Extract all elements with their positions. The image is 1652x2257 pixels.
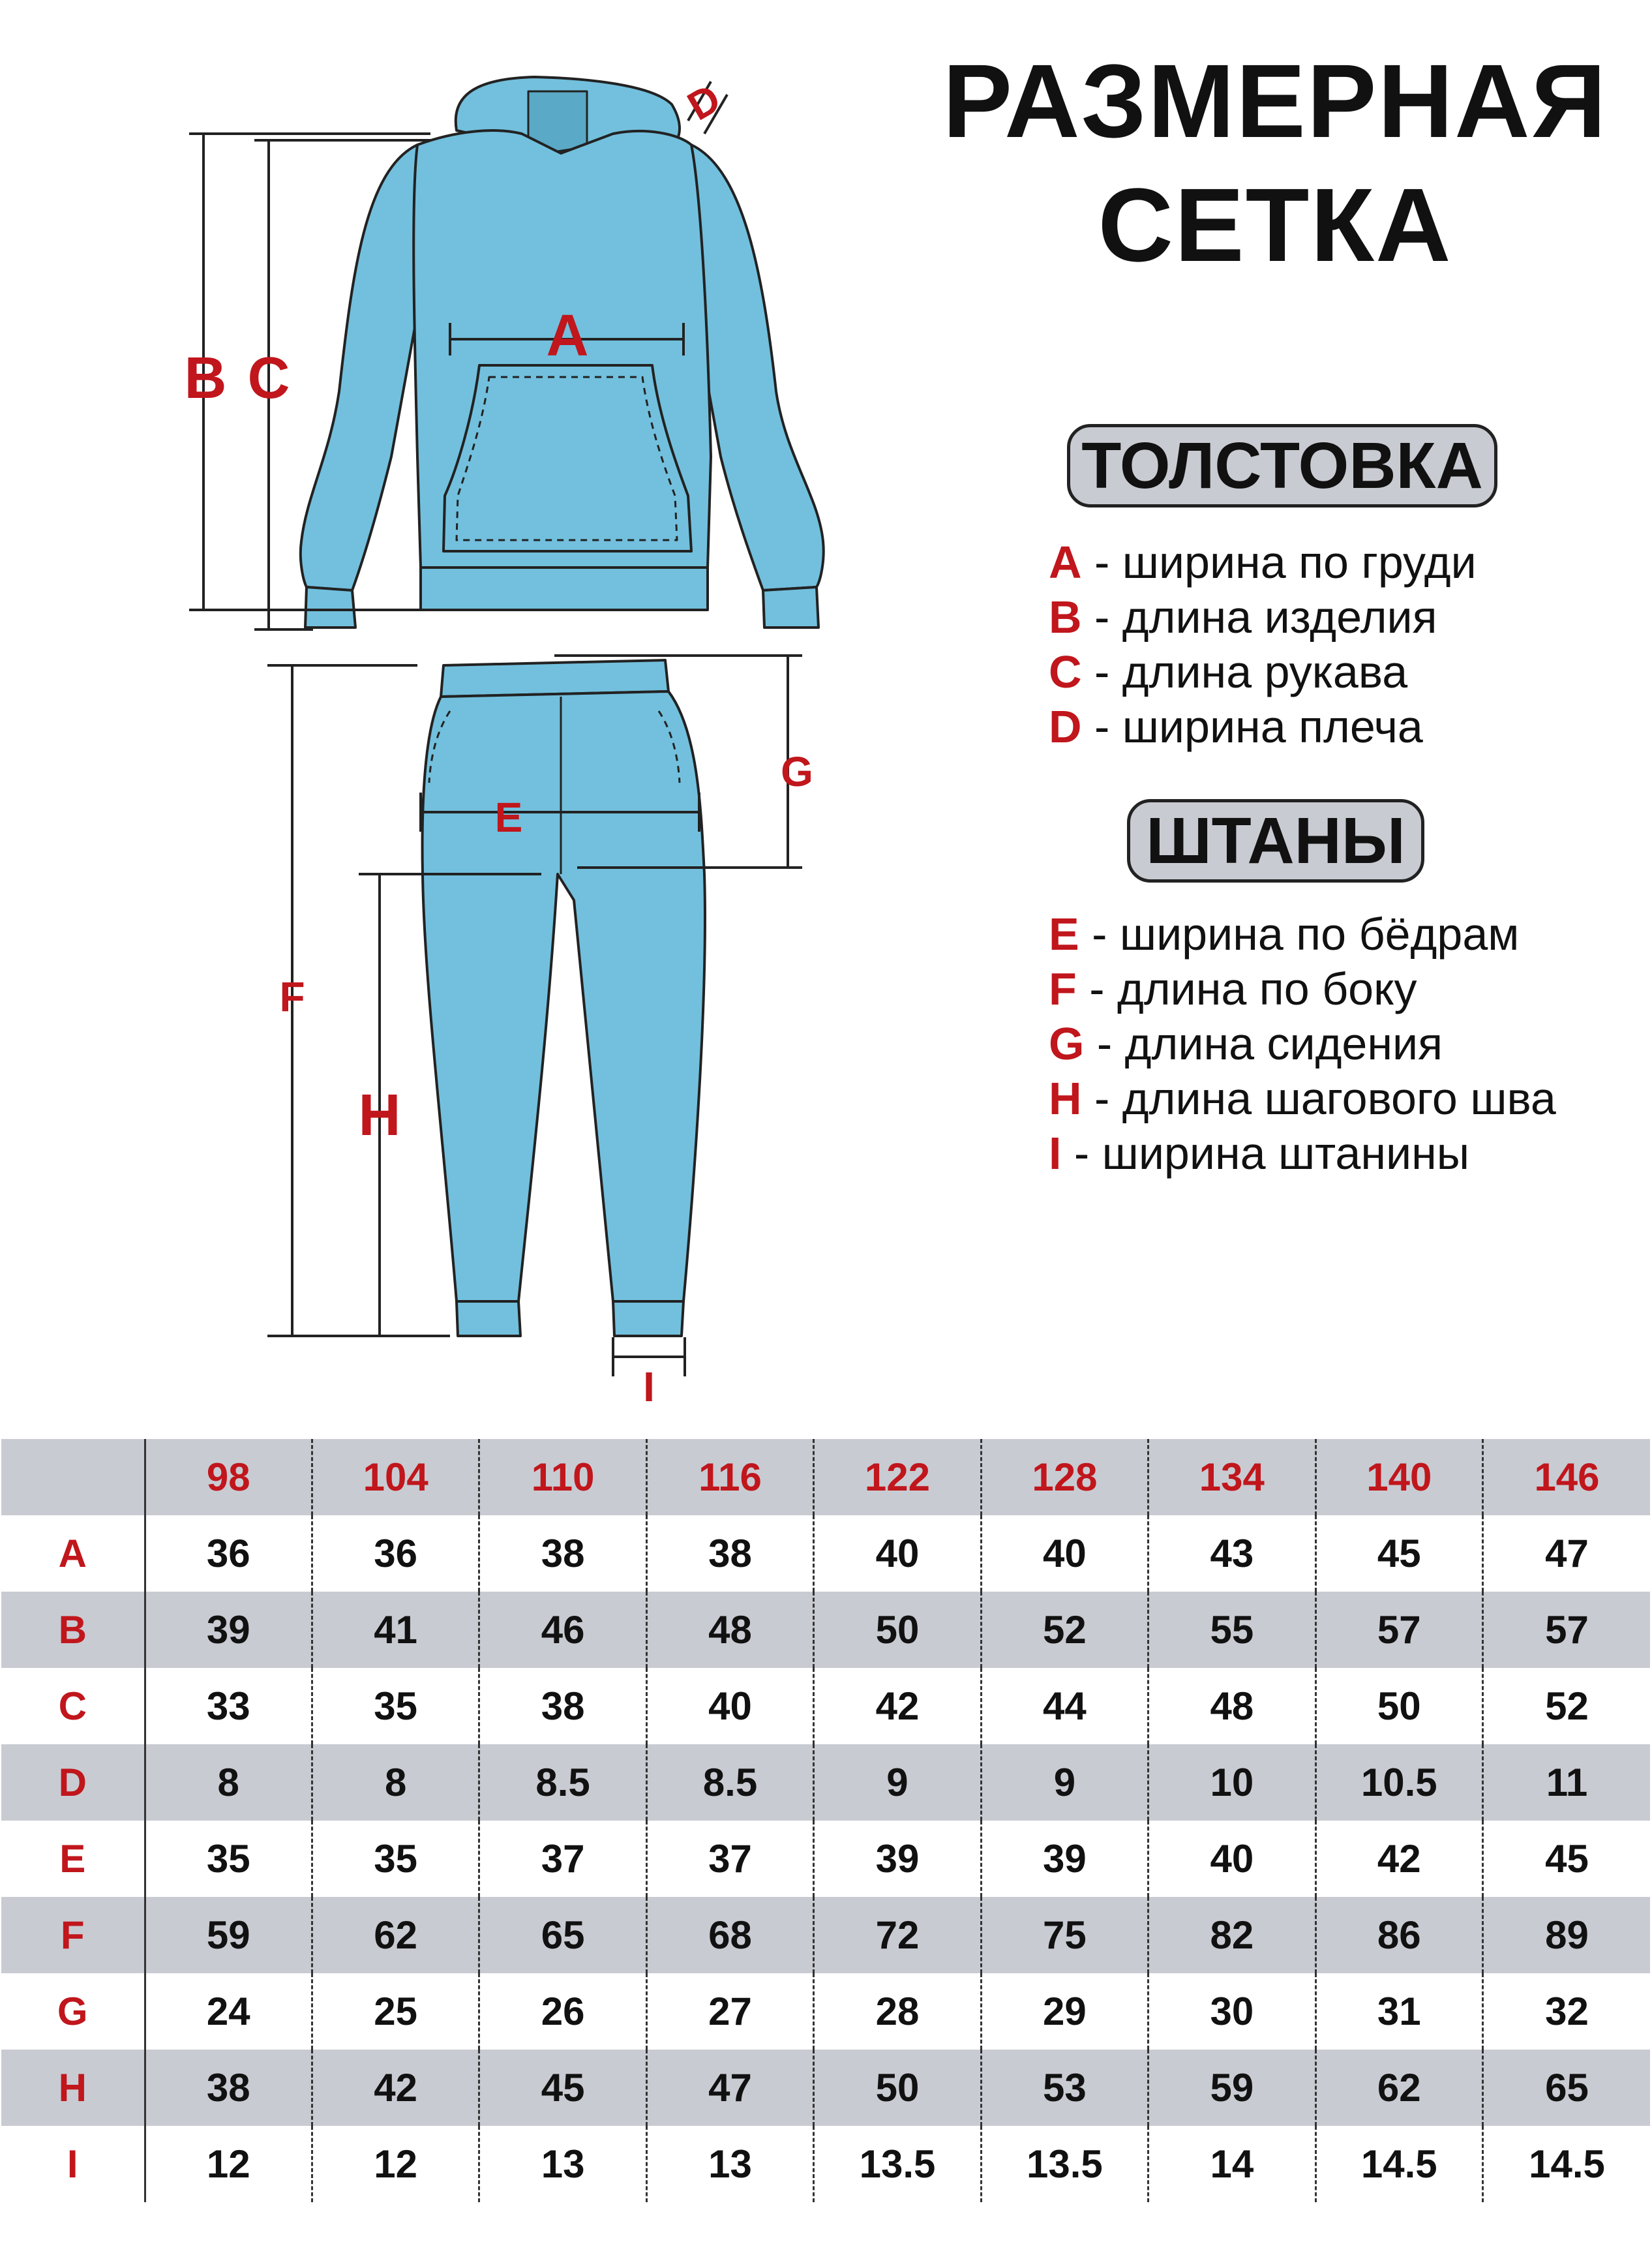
title-line-2: СЕТКА (1098, 166, 1452, 283)
hoodie-heading: ТОЛСТОВКА (1067, 424, 1497, 507)
table-cell: 45 (1315, 1515, 1482, 1592)
table-cell: 62 (1315, 2050, 1482, 2126)
dim-label-b: B (184, 346, 227, 411)
table-cell: 45 (1483, 1821, 1651, 1897)
garment-diagram (0, 0, 900, 1422)
table-cell: 35 (312, 1821, 479, 1897)
table-cell: 43 (1149, 1515, 1315, 1592)
table-cell: 82 (1149, 1897, 1315, 1973)
legend-letter: C (1049, 646, 1082, 697)
table-row (1, 1668, 1650, 1744)
table-cell: 14 (1149, 2126, 1315, 2202)
legend-item-e (1049, 907, 1556, 962)
table-cell: 39 (145, 1592, 312, 1668)
legend-letter: B (1049, 592, 1082, 643)
dim-label-f: F (279, 973, 305, 1020)
size-header-row (1, 1439, 1650, 1515)
table-cell: 48 (646, 1592, 813, 1668)
row-label: A (58, 1532, 87, 1575)
table-cell: 50 (814, 1592, 981, 1668)
table-cell: 28 (814, 1973, 981, 2050)
legend-item-h (1049, 1071, 1556, 1126)
table-cell: 47 (646, 2050, 813, 2126)
row-label: I (67, 2142, 78, 2186)
legend-letter: G (1049, 1018, 1085, 1069)
table-cell: 8.5 (479, 1744, 646, 1821)
dim-label-i: I (643, 1363, 655, 1410)
legend-letter: E (1049, 909, 1079, 960)
table-cell: 38 (479, 1668, 646, 1744)
size-header: 98 (145, 1439, 312, 1515)
table-cell: 86 (1315, 1897, 1482, 1973)
legend-item-a (1049, 535, 1477, 590)
dim-label-a: A (546, 303, 589, 369)
table-cell: 24 (145, 1973, 312, 2050)
legend-text: - длина рукава (1081, 646, 1408, 697)
table-cell: 42 (814, 1668, 981, 1744)
table-cell: 9 (814, 1744, 981, 1821)
table-cell: 47 (1483, 1515, 1651, 1592)
size-header: 104 (312, 1439, 479, 1515)
table-cell: 38 (479, 1515, 646, 1592)
table-cell: 65 (1483, 2050, 1651, 2126)
table-cell: 36 (312, 1515, 479, 1592)
table-row (1, 2126, 1650, 2202)
table-row (1, 1592, 1650, 1668)
size-table (1, 1439, 1650, 2202)
table-cell: 37 (479, 1821, 646, 1897)
table-cell: 32 (1483, 1973, 1651, 2050)
legend-letter: H (1049, 1073, 1082, 1124)
table-cell: 53 (981, 2050, 1148, 2126)
legend-text: - длина по боку (1076, 963, 1417, 1014)
table-cell: 10.5 (1315, 1744, 1482, 1821)
table-cell: 89 (1483, 1897, 1651, 1973)
table-cell: 27 (646, 1973, 813, 2050)
table-cell: 48 (1149, 1668, 1315, 1744)
table-cell: 8 (145, 1744, 312, 1821)
kangaroo-pocket (443, 365, 691, 551)
table-cell: 42 (1315, 1821, 1482, 1897)
page-title (900, 39, 1650, 287)
dim-label-h: H (358, 1083, 401, 1148)
table-cell: 41 (312, 1592, 479, 1668)
pants-heading: ШТАНЫ (1127, 799, 1424, 883)
table-row (1, 2050, 1650, 2126)
left-sleeve (301, 145, 417, 590)
size-header: 116 (646, 1439, 813, 1515)
table-cell: 46 (479, 1592, 646, 1668)
table-cell: 52 (981, 1592, 1148, 1668)
table-cell: 65 (479, 1897, 646, 1973)
legend-text: - ширина плеча (1081, 701, 1423, 752)
size-header: 110 (479, 1439, 646, 1515)
legend-text: - длина сидения (1084, 1018, 1443, 1069)
row-label: D (1, 1744, 145, 1821)
legend-item-d (1049, 699, 1477, 754)
dim-label-d: D (680, 76, 728, 130)
hoodie-legend (1049, 535, 1477, 754)
table-cell: 9 (981, 1744, 1148, 1821)
table-cell: 13 (479, 2126, 646, 2202)
legend-item-b (1049, 590, 1477, 644)
legend-letter: A (1049, 537, 1082, 588)
row-label: C (58, 1684, 87, 1728)
table-row (1, 1515, 1650, 1592)
table-cell: 35 (145, 1821, 312, 1897)
size-header: 146 (1483, 1439, 1651, 1515)
size-header: 122 (814, 1439, 981, 1515)
table-cell: 31 (1315, 1973, 1482, 2050)
table-cell: 35 (312, 1668, 479, 1744)
table-cell: 50 (814, 2050, 981, 2126)
table-cell: 10 (1149, 1744, 1315, 1821)
table-cell: 36 (145, 1515, 312, 1592)
size-header: 128 (981, 1439, 1148, 1515)
table-cell: 25 (312, 1973, 479, 2050)
legend-letter: D (1049, 701, 1082, 752)
table-cell: 72 (814, 1897, 981, 1973)
row-label: E (59, 1837, 86, 1881)
table-cell: 11 (1483, 1744, 1651, 1821)
table-cell: 8 (312, 1744, 479, 1821)
size-header: 140 (1315, 1439, 1482, 1515)
table-cell: 26 (479, 1973, 646, 2050)
legend-letter: F (1049, 963, 1077, 1014)
legend-item-g (1049, 1016, 1556, 1071)
table-cell: 75 (981, 1897, 1148, 1973)
row-label: B (1, 1592, 145, 1668)
table-cell: 40 (646, 1668, 813, 1744)
table-row (1, 1744, 1650, 1821)
legend-letter: I (1049, 1128, 1062, 1179)
legend-item-f (1049, 962, 1556, 1016)
dim-label-c: C (247, 346, 290, 411)
table-cell: 30 (1149, 1973, 1315, 2050)
table-cell: 68 (646, 1897, 813, 1973)
table-cell: 50 (1315, 1668, 1482, 1744)
table-row (1, 1897, 1650, 1973)
table-row (1, 1821, 1650, 1897)
table-cell: 37 (646, 1821, 813, 1897)
legend-item-i (1049, 1126, 1556, 1181)
table-cell: 57 (1483, 1592, 1651, 1668)
table-cell: 8.5 (646, 1744, 813, 1821)
table-cell: 14.5 (1315, 2126, 1482, 2202)
legend-text: - ширина по груди (1081, 537, 1477, 588)
table-cell: 52 (1483, 1668, 1651, 1744)
size-header: 134 (1149, 1439, 1315, 1515)
legend-text: - ширина штанины (1061, 1128, 1470, 1179)
row-label: F (1, 1897, 145, 1973)
table-cell: 12 (312, 2126, 479, 2202)
table-cell: 42 (312, 2050, 479, 2126)
table-cell: 59 (145, 1897, 312, 1973)
title-line-1: РАЗМЕРНАЯ (942, 42, 1608, 159)
table-cell: 29 (981, 1973, 1148, 2050)
table-cell: 40 (1149, 1821, 1315, 1897)
table-cell: 62 (312, 1897, 479, 1973)
table-cell: 45 (479, 2050, 646, 2126)
table-cell: 33 (145, 1668, 312, 1744)
table-cell: 14.5 (1483, 2126, 1651, 2202)
table-cell: 40 (814, 1515, 981, 1592)
table-cell: 40 (981, 1515, 1148, 1592)
table-cell: 55 (1149, 1592, 1315, 1668)
table-cell: 39 (981, 1821, 1148, 1897)
table-cell: 59 (1149, 2050, 1315, 2126)
pants-body (423, 691, 705, 1301)
legend-text: - длина шагового шва (1081, 1073, 1556, 1124)
corner-cell (1, 1439, 145, 1515)
table-cell: 38 (145, 2050, 312, 2126)
table-cell: 44 (981, 1668, 1148, 1744)
table-cell: 13.5 (814, 2126, 981, 2202)
table-cell: 39 (814, 1821, 981, 1897)
dim-label-e: E (494, 794, 523, 841)
legend-text: - ширина по бёдрам (1079, 909, 1520, 960)
table-cell: 13.5 (981, 2126, 1148, 2202)
pants-legend (1049, 907, 1556, 1181)
legend-item-c (1049, 644, 1477, 699)
table-cell: 13 (646, 2126, 813, 2202)
row-label: G (57, 1990, 88, 2033)
dim-label-g: G (781, 748, 813, 795)
legend-text: - длина изделия (1081, 592, 1437, 643)
table-cell: 57 (1315, 1592, 1482, 1668)
table-row (1, 1973, 1650, 2050)
table-cell: 12 (145, 2126, 312, 2202)
row-label: H (1, 2050, 145, 2126)
table-cell: 38 (646, 1515, 813, 1592)
right-sleeve (691, 145, 824, 590)
